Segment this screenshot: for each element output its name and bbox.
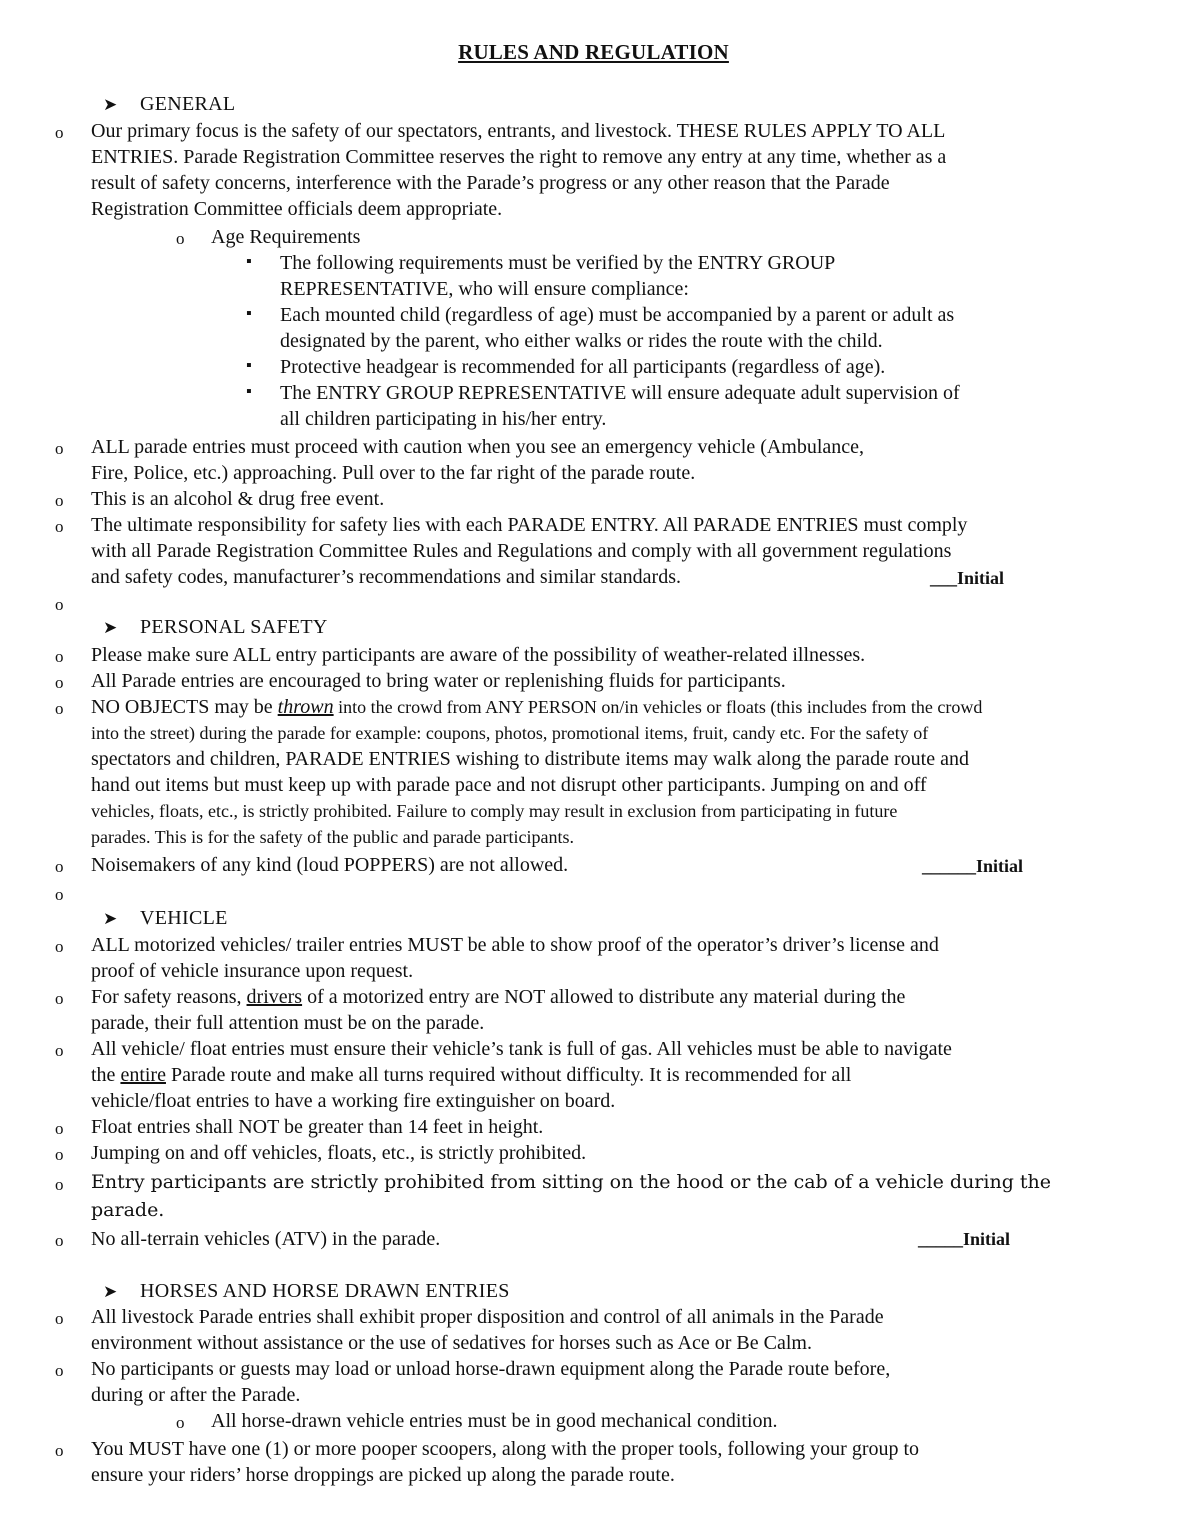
list-item-line: all children participating in his/her entry. bbox=[280, 408, 607, 430]
paragraph-line: All vehicle/ float entries must ensure their vehicle’s tank is full of gas. All vehicles must be able to navigate bbox=[91, 1038, 952, 1060]
paragraph-line: ALL motorized vehicles/ trailer entries MUST be able to show proof of the operator’s driver’s license and bbox=[91, 934, 939, 956]
subheading-age-requirements: Age Requirements bbox=[211, 226, 361, 248]
paragraph-line bbox=[91, 984, 905, 1010]
arrow-bullet-icon: ➤ bbox=[103, 618, 118, 637]
section-heading-vehicle: VEHICLE bbox=[140, 907, 228, 929]
circle-bullet-icon: o bbox=[55, 439, 64, 458]
paragraph-line: Float entries shall NOT be greater than 14 feet in height. bbox=[91, 1116, 544, 1138]
section-heading-horses: HORSES AND HORSE DRAWN ENTRIES bbox=[140, 1280, 510, 1302]
paragraph-line: Our primary focus is the safety of our spectators, entrants, and livestock. THESE RULES APPLY TO ALL bbox=[91, 120, 946, 142]
paragraph-line: proof of vehicle insurance upon request. bbox=[91, 960, 414, 982]
circle-bullet-icon: o bbox=[55, 123, 64, 142]
text-run: For safety reasons, bbox=[91, 986, 247, 1008]
text-run: Parade route and make all turns required without difficulty. It is recommended for all bbox=[165, 1064, 852, 1086]
circle-bullet-icon: o bbox=[55, 989, 64, 1008]
square-bullet-icon: ▪ bbox=[246, 357, 252, 374]
list-item-line: designated by the parent, who either walks or rides the route with the child. bbox=[280, 330, 883, 352]
paragraph-line: Jumping on and off vehicles, floats, etc., is strictly prohibited. bbox=[91, 1142, 587, 1164]
circle-bullet-icon: o bbox=[55, 1361, 64, 1380]
paragraph-line: vehicles, floats, etc., is strictly prohibited. Failure to comply may result in exclusion from participating in future bbox=[91, 801, 898, 821]
circle-bullet-icon: o bbox=[176, 229, 185, 248]
section-heading-general: GENERAL bbox=[140, 93, 236, 115]
initial-line: _____Initial bbox=[918, 1229, 1011, 1249]
paragraph-line: All livestock Parade entries shall exhibit proper disposition and control of all animals in the Parade bbox=[91, 1306, 884, 1328]
list-item-line: Each mounted child (regardless of age) must be accompanied by a parent or adult as bbox=[280, 304, 955, 326]
circle-bullet-icon: o bbox=[55, 517, 64, 536]
paragraph-line: with all Parade Registration Committee Rules and Regulations and comply with all government regulations bbox=[91, 540, 952, 562]
list-item-line: REPRESENTATIVE, who will ensure compliance: bbox=[280, 278, 689, 300]
paragraph-line bbox=[91, 1062, 851, 1088]
circle-bullet-icon: o bbox=[55, 491, 64, 510]
paragraph-line bbox=[91, 694, 982, 720]
list-item-line: The ENTRY GROUP REPRESENTATIVE will ensure adequate adult supervision of bbox=[280, 382, 960, 404]
paragraph-line: parades. This is for the safety of the public and parade participants. bbox=[91, 827, 575, 847]
paragraph-line: parade, their full attention must be on the parade. bbox=[91, 1012, 485, 1034]
paragraph-line: result of safety concerns, interference with the Parade’s progress or any other reason that the Parade bbox=[91, 172, 890, 194]
paragraph-line: All Parade entries are encouraged to bring water or replenishing fluids for participants. bbox=[91, 670, 786, 692]
circle-bullet-icon: o bbox=[55, 595, 64, 614]
circle-bullet-icon: o bbox=[55, 1441, 64, 1460]
square-bullet-icon: ▪ bbox=[246, 383, 252, 400]
circle-bullet-icon: o bbox=[55, 1175, 64, 1194]
circle-bullet-icon: o bbox=[55, 1309, 64, 1328]
circle-bullet-icon: o bbox=[55, 857, 64, 876]
circle-bullet-icon: o bbox=[55, 699, 64, 718]
paragraph-line: Fire, Police, etc.) approaching. Pull over to the far right of the parade route. bbox=[91, 462, 696, 484]
emphasis-thrown: thrown bbox=[277, 696, 334, 718]
text-run: of a motorized entry are NOT allowed to distribute any material during the bbox=[302, 986, 906, 1008]
paragraph-line: This is an alcohol & drug free event. bbox=[91, 488, 385, 510]
circle-bullet-icon: o bbox=[55, 1231, 64, 1250]
circle-bullet-icon: o bbox=[55, 673, 64, 692]
circle-bullet-icon: o bbox=[55, 1119, 64, 1138]
paragraph-line: into the street) during the parade for example: coupons, photos, promotional items, fruit, candy etc. For the safety of bbox=[91, 723, 929, 743]
list-item-line: The following requirements must be verified by the ENTRY GROUP bbox=[280, 252, 836, 274]
paragraph-line: ENTRIES. Parade Registration Committee reserves the right to remove any entry at any time, whether as a bbox=[91, 146, 947, 168]
page-title: RULES AND REGULATION bbox=[458, 40, 729, 64]
paragraph-line: vehicle/float entries to have a working fire extinguisher on board. bbox=[91, 1090, 616, 1112]
paragraph-line: No all-terrain vehicles (ATV) in the parade. bbox=[91, 1228, 441, 1250]
paragraph-line: spectators and children, PARADE ENTRIES wishing to distribute items may walk along the parade route and bbox=[91, 748, 969, 770]
section-heading-personal-safety: PERSONAL SAFETY bbox=[140, 616, 328, 638]
circle-bullet-icon: o bbox=[55, 1041, 64, 1060]
paragraph-line: Noisemakers of any kind (loud POPPERS) are not allowed. bbox=[91, 854, 569, 876]
initial-line: ______Initial bbox=[922, 856, 1024, 876]
emphasis-entire: entire bbox=[120, 1064, 166, 1086]
paragraph-line: Registration Committee officials deem appropriate. bbox=[91, 198, 503, 220]
paragraph-line: hand out items but must keep up with parade pace and not disrupt other participants. Jumping on and off bbox=[91, 774, 927, 796]
paragraph-line: Please make sure ALL entry participants are aware of the possibility of weather-related illnesses. bbox=[91, 644, 866, 666]
emphasis-drivers: drivers bbox=[246, 986, 303, 1008]
paragraph-line: environment without assistance or the use of sedatives for horses such as Ace or Be Calm. bbox=[91, 1332, 812, 1354]
arrow-bullet-icon: ➤ bbox=[103, 909, 118, 928]
square-bullet-icon: ▪ bbox=[246, 305, 252, 322]
text-run: into the crowd from ANY PERSON on/in vehicles or floats (this includes from the crowd bbox=[333, 697, 983, 717]
initial-line: ___Initial bbox=[930, 568, 1005, 588]
initial-label: Initial bbox=[963, 1229, 1011, 1249]
paragraph-line: All horse-drawn vehicle entries must be in good mechanical condition. bbox=[211, 1410, 778, 1432]
text-run: the bbox=[91, 1064, 121, 1086]
list-item-line: Protective headgear is recommended for all participants (regardless of age). bbox=[280, 356, 886, 378]
paragraph-line: during or after the Parade. bbox=[91, 1384, 301, 1406]
paragraph-line: Entry participants are strictly prohibited from sitting on the hood or the cab of a vehicle during the bbox=[91, 1171, 1052, 1193]
arrow-bullet-icon: ➤ bbox=[103, 95, 118, 114]
circle-bullet-icon: o bbox=[55, 885, 64, 904]
arrow-bullet-icon: ➤ bbox=[103, 1282, 118, 1301]
square-bullet-icon: ▪ bbox=[246, 253, 252, 270]
initial-label: Initial bbox=[976, 856, 1024, 876]
circle-bullet-icon: o bbox=[55, 647, 64, 666]
paragraph-line: parade. bbox=[91, 1199, 165, 1221]
circle-bullet-icon: o bbox=[176, 1413, 185, 1432]
circle-bullet-icon: o bbox=[55, 1145, 64, 1164]
paragraph-line: ALL parade entries must proceed with caution when you see an emergency vehicle (Ambulance, bbox=[91, 436, 865, 458]
paragraph-line: ensure your riders’ horse droppings are picked up along the parade route. bbox=[91, 1464, 675, 1486]
initial-label: Initial bbox=[957, 568, 1005, 588]
circle-bullet-icon: o bbox=[55, 937, 64, 956]
text-run: NO OBJECTS may be bbox=[91, 696, 278, 718]
paragraph-line: You MUST have one (1) or more pooper scoopers, along with the proper tools, following your group to bbox=[91, 1438, 920, 1460]
paragraph-line: and safety codes, manufacturer’s recommendations and similar standards. bbox=[91, 566, 681, 588]
paragraph-line: No participants or guests may load or unload horse-drawn equipment along the Parade route before, bbox=[91, 1358, 891, 1380]
paragraph-line: The ultimate responsibility for safety lies with each PARADE ENTRY. All PARADE ENTRIES must comply bbox=[91, 514, 968, 536]
